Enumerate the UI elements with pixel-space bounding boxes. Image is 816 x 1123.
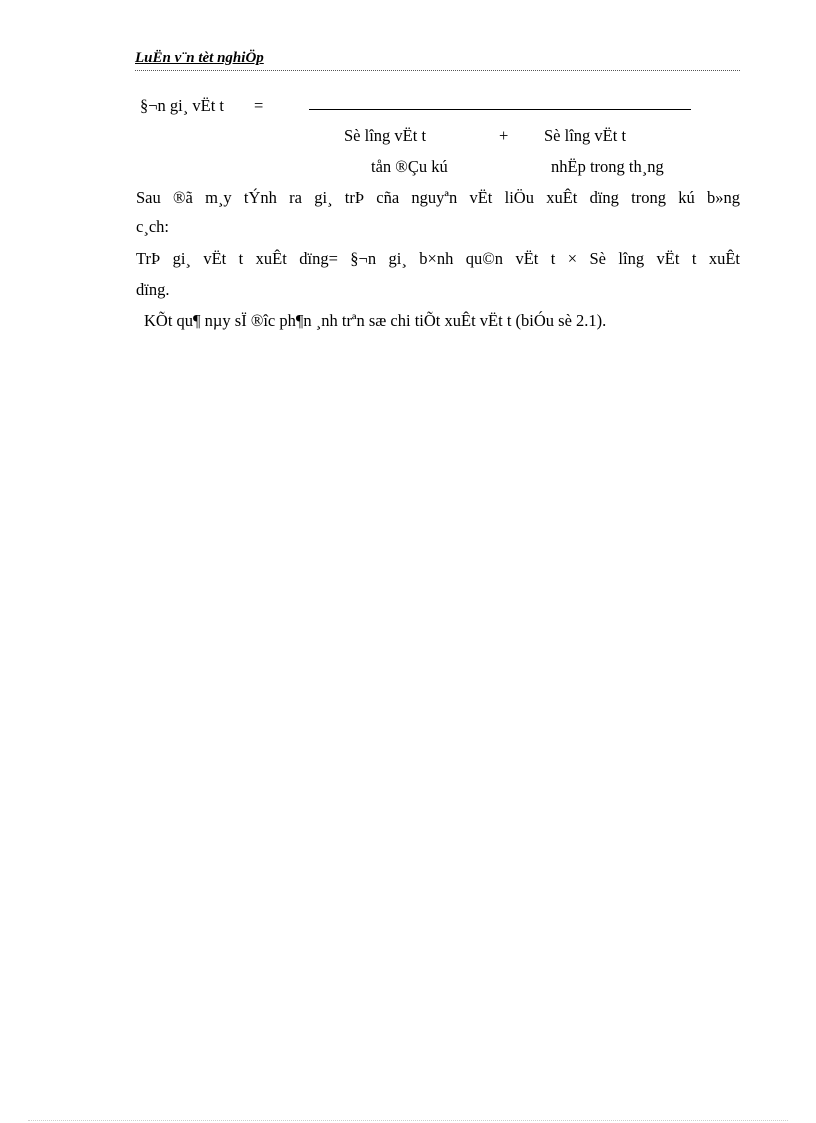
paragraph-1-line-1: Sau ®ã m¸y tÝnh ra gi¸ trÞ cña nguyªn vËt liÖu xuÊt dïng trong kú b»ng	[136, 188, 740, 207]
numerator-right-bottom: nhËp trong th¸ng	[551, 157, 664, 176]
page-bottom-rule	[28, 1120, 788, 1121]
numerator-left-top: Sè lîng vËt t	[344, 126, 427, 145]
formula-lhs: §¬n gi¸ vËt t	[140, 96, 225, 115]
page-header	[135, 50, 740, 71]
paragraph-3: KÕt qu¶ nµy sÏ ®îc ph¶n ¸nh trªn sæ chi tiÕt xuÊt vËt t (biÓu sè 2.1).	[144, 311, 607, 330]
paragraph-1-line-2: c¸ch:	[136, 217, 169, 236]
formula-equals: =	[254, 96, 264, 115]
numerator-right-top: Sè lîng vËt t	[544, 126, 627, 145]
paragraph-2-line-2: dïng.	[136, 280, 170, 299]
paragraph-2-line-1: TrÞ gi¸ vËt t xuÊt dïng= §¬n gi¸ b×nh qu©n vËt t × Sè lîng vËt t xuÊt	[136, 249, 740, 268]
header-title: LuËn v¨n tèt nghiÖp	[135, 50, 264, 66]
formula-plus: +	[499, 126, 509, 145]
numerator-left-bottom: tån ®Çu kú	[371, 157, 448, 176]
fraction-bar	[309, 109, 691, 110]
